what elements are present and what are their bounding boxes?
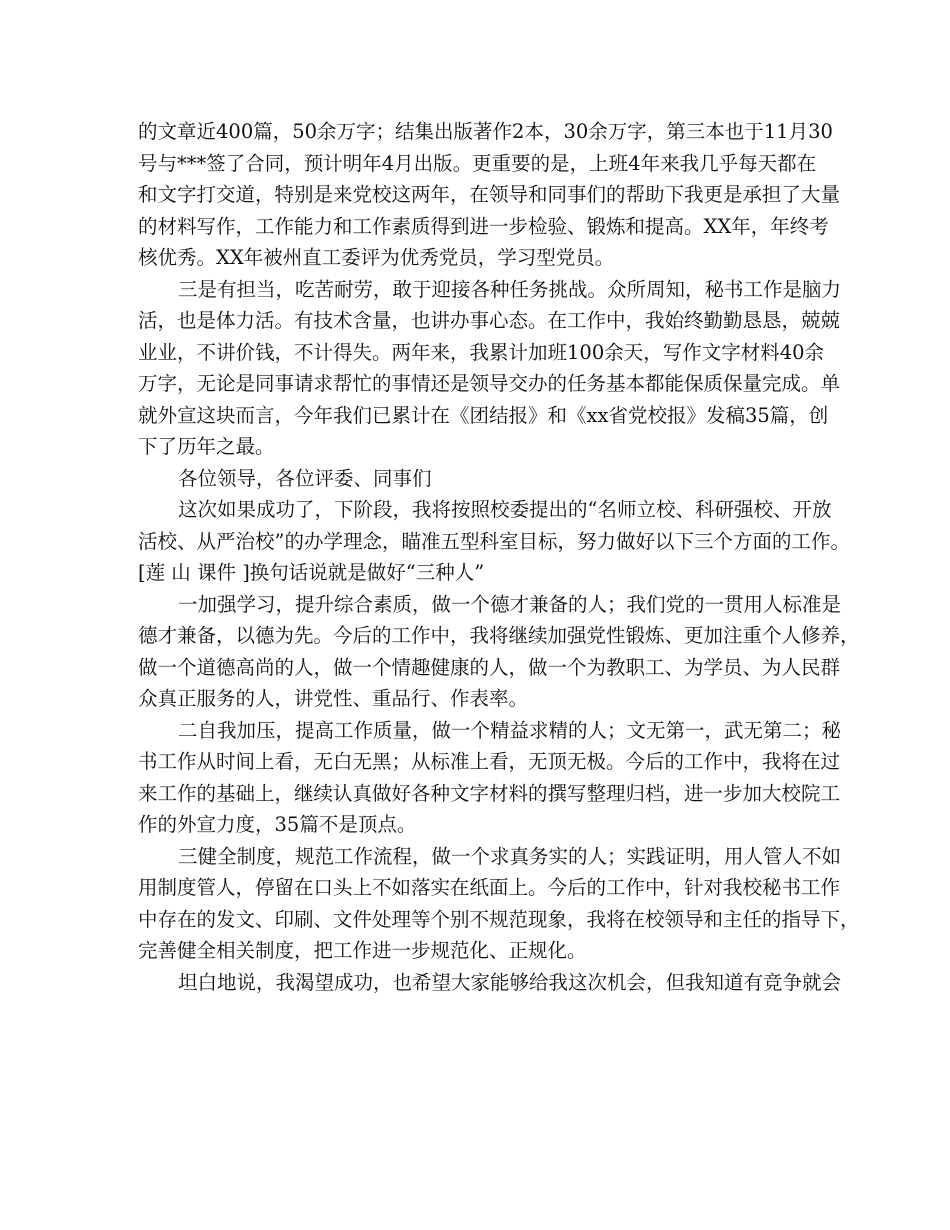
text-line: 号与***签了合同，预计明年4月出版。更重要的是，上班4年来我几乎每天都在 [138, 151, 817, 175]
text-line: [莲 山 课件 ]换句话说就是做好“三种人” [138, 561, 485, 584]
paragraph [138, 715, 842, 841]
text-line: 二自我加压，提高工作质量，做一个精益求精的人；文无第一，武无第二；秘 [178, 718, 842, 742]
text-line: 这次如果成功了，下阶段，我将按照校委提出的“名师立校、科研强校、开放 [178, 498, 832, 521]
text-line: 万字，无论是同事请求帮忙的事情还是领导交办的任务基本都能保质保量完成。单 [138, 372, 841, 395]
paragraph [138, 463, 818, 495]
text-line: 用制度管人，停留在口头上不如落实在纸面上。今后的工作中，针对我校秘书工作 [138, 876, 841, 899]
text-line: 三健全制度，规范工作流程，做一个求真务实的人；实践证明，用人管人不如 [178, 844, 842, 868]
paragraph [138, 116, 841, 274]
document-body [138, 116, 860, 998]
text-line: 下了历年之最。 [138, 435, 275, 458]
text-line: 活校、从严治校”的办学理念，瞄准五型科室目标，努力做好以下三个方面的工作。 [138, 529, 850, 553]
text-line: 众真正服务的人，讲党性、重品行、作表率。 [138, 687, 529, 710]
text-line: 的文章近400篇，50余万字；结集出版著作2本，30余万字，第三本也于11月30 [138, 120, 833, 143]
paragraph [138, 589, 860, 715]
paragraph [138, 494, 850, 589]
text-line: 作的外宣力度，35篇不是顶点。 [138, 813, 417, 836]
text-line: 各位领导，各位评委、同事们 [178, 466, 432, 490]
text-line: 的材料写作，工作能力和工作素质得到进一步检验、锻炼和提高。XX年，年终考 [138, 214, 829, 238]
text-line: 坦白地说，我渴望成功，也希望大家能够给我这次机会，但我知道有竞争就会 [178, 970, 842, 994]
paragraph [138, 274, 842, 463]
text-line: 做一个道德高尚的人，做一个情趣健康的人，做一个为教职工、为学员、为人民群 [138, 655, 841, 679]
text-line: 就外宣这块而言，今年我们已累计在《团结报》和《xx省党校报》发稿35篇，创 [138, 403, 829, 427]
text-line: 一加强学习，提升综合素质，做一个德才兼备的人；我们党的一贯用人标准是 [178, 592, 842, 616]
text-line: 德才兼备，以德为先。今后的工作中，我将继续加强党性锻炼、更加注重个人修养， [138, 624, 860, 647]
text-line: 活，也是体力活。有技术含量，也讲办事心态。在工作中，我始终勤勤恳恳，兢兢 [138, 309, 841, 332]
paragraph [138, 967, 842, 999]
text-line: 和文字打交道，特别是来党校这两年，在领导和同事们的帮助下我更是承担了大量 [138, 183, 841, 206]
text-line: 书工作从时间上看，无白无黑；从标准上看，无顶无极。今后的工作中，我将在过 [138, 750, 841, 773]
text-line: 中存在的发文、印刷、文件处理等个别不规范现象，我将在校领导和主任的指导下， [138, 907, 860, 931]
text-line: 来工作的基础上，继续认真做好各种文字材料的撰写整理归档，进一步加大校院工 [138, 781, 841, 805]
text-line: 完善健全相关制度，把工作进一步规范化、正规化。 [138, 939, 587, 962]
paragraph [138, 841, 860, 967]
text-line: 业业，不讲价钱，不计得失。两年来，我累计加班100余天，写作文字材料40余 [138, 340, 825, 364]
text-line: 三是有担当，吃苦耐劳，敢于迎接各种任务挑战。众所周知，秘书工作是脑力 [178, 277, 842, 301]
text-line: 核优秀。XX年被州直工委评为优秀党员，学习型党员。 [138, 246, 615, 269]
